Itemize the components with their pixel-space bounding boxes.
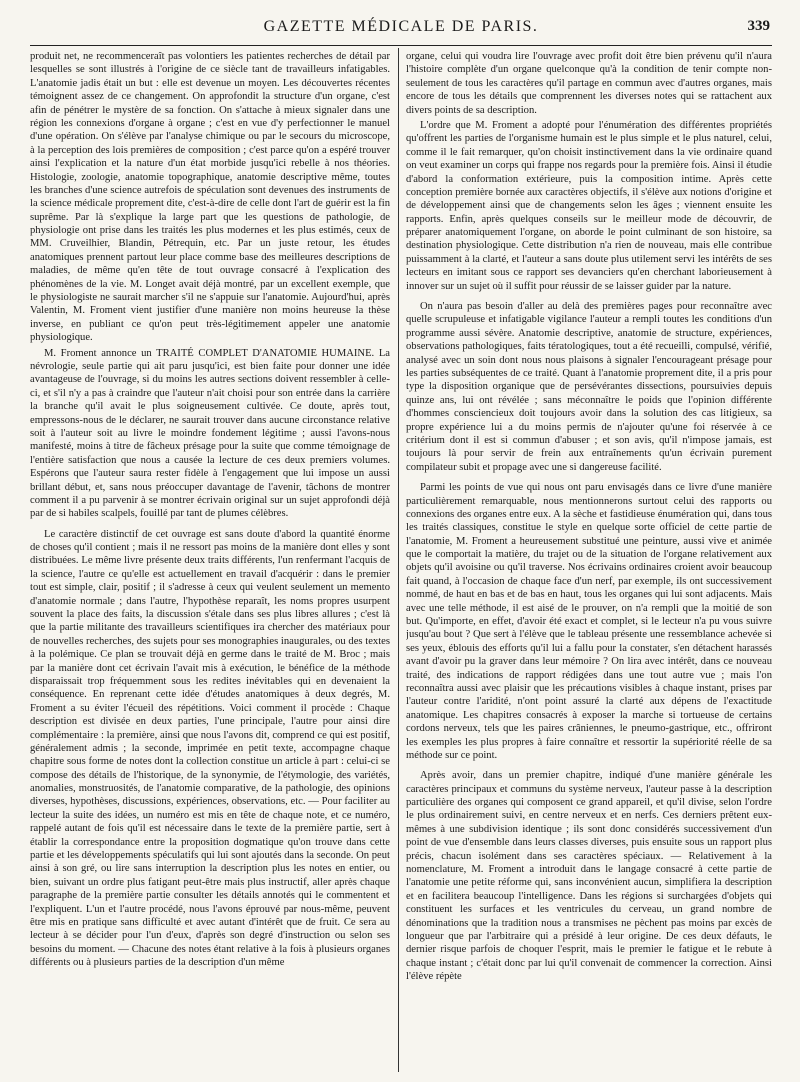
- right-column: [406, 50, 772, 1072]
- paragraph: On n'aura pas besoin d'aller au delà des premières pages pour reconnaître avec quelle scrupuleuse et infatigable vigilance l'auteur a rempli toutes les conditions d'un programme aussi sévère. Anatomie descriptive, anatomie de structure, expériences, observations pathologiques, faits tératologiques, tout a été recueilli, compulsé, vérifié, analysé avec un soin dont nous nous plaisons à signaler l'encourageant présage pour les parties subséquentes de ce traité. Quant à l'anatomie proprement dite, il a pris pour type la disposition organique que de persévérantes dissections, poursuivies depuis quinze ans, lui ont révélée ; sans méconnaître le poids que l'opinion différente d'hommes consciencieux doit toujours avoir dans la solution des cas litigieux, sa propre expérience lui a du moins permis de n'ajouter qu'une foi réservée à ce critérium dont il est si commun d'abuser ; et son avis, qu'il n'impose jamais, est toujours là pour servir de frein aux entraînements qu'un écrivain purement compilateur subit et propage avec une si dangereuse facilité.: [406, 301, 772, 473]
- paragraph: L'ordre que M. Froment a adopté pour l'énumération des différentes propriétés qu'offrent les parties de l'organisme humain est le plus simple et le plus naturel, celui, comme il le fait remarquer, qu'on choisit instinctivement dans la vie ordinaire quand on veut examiner un corps qui frappe nos regards pour la première fois. Ainsi il étudie d'abord la conformation extérieure, puis la composition intime. Après cette conception première bornée aux caractères objectifs, il s'élève aux notions d'origine et de développement ainsi que de changements selon les âges ; viennent ensuite les rapports. Enfin, après quelques conseils sur le meilleur mode de découvrir, de préparer anatomiquement l'organe, on aborde le point culminant de son histoire, sa destination physiologique. Cette distribution n'a rien de nouveau, mais elle contribue puissamment à la clarté, et l'auteur a sans doute plus utilement servi les intérêts de ses lecteurs en imitant sous ce rapport ses devanciers qu'en cherchant laborieusement à innover sur un sujet où il suffit pour réussir de se laisser guider par la nature.: [406, 119, 772, 292]
- column-divider: [398, 48, 399, 1072]
- paragraph: organe, celui qui voudra lire l'ouvrage avec profit doit être bien prévenu qu'il n'aura l'histoire complète d'un organe quelconque qu'à la condition de tenir compte non-seulement de tous les caractères qu'il partage en commun avec d'autres organes, mais encore de tous les détails que comprennent les diverses notes qui se rattachent aux divers points de sa description.: [406, 51, 772, 116]
- paragraph: Après avoir, dans un premier chapitre, indiqué d'une manière générale les caractères principaux et communs du système nerveux, l'auteur passe à la description particulière des organes qui composent ce grand appareil, et qu'il divise, selon l'ordre le plus ordinairement suivi, en centre nerveux et en nerfs. Ces derniers prêtent eux-mêmes à une subdivision identique ; ils sont donc considérés successivement d'un point de vue d'ensemble dans leurs classes diverses, puis ensuite sous un rapport plus précis, chacun isolément dans ses caractères spéciaux. — Relativement à la nomenclature, M. Froment a introduit dans le langage consacré à cette partie de l'anatomie une petite réforme qui, sans inconvénient aucun, simplifiera la description et en facilitera beaucoup l'intelligence. Dans les régions si surchargées d'objets qui constituent les surfaces et les ventricules du cerveau, un grand nombre de dénominations que la tradition nous a transmises ne pèchent pas moins par excès de longueur que par l'arbitraire qui a présidé à leur origine. De ces deux défauts, le dernier risque parfois de choquer l'esprit, mais le premier le fatigue et le rebute à chaque instant ; c'était donc par lui qu'il convenait de commencer la correction. Ainsi l'élève répète: [406, 770, 772, 983]
- journal-title: GAZETTE MÉDICALE DE PARIS.: [263, 18, 539, 35]
- header-rule: [30, 45, 772, 46]
- paragraph: M. Froment annonce un TRAITÉ COMPLET D'ANATOMIE HUMAINE. La névrologie, seule partie qui ait paru jusqu'ici, est bien faite pour donner une idée avantageuse de l'ouvrage, si du moins les autres sections doivent ressembler à celle-ci, et s'il n'y a pas à craindre que l'auteur n'ait choisi pour son entrée dans la carrière la branche qu'il avait le plus soigneusement cultivée. Ce doute, après tout, empressons-nous de le déclarer, ne saurait trouver dans aucune circonstance relative soit à l'auteur soit au livre le moindre fondement légitime ; aussi l'avons-nous manifesté, moins à titre de fâcheux présage pour la suite que comme témoignage de l'entière satisfaction que nous a causée la lecture de ces deux premiers volumes. Espérons que l'auteur saura rester fidèle à l'engagement que lui impose un aussi brillant début, et, sans nous préoccuper davantage de l'avenir, tâchons de montrer comment il a pu parvenir à se montrer écrivain original sur un sujet approfondi déjà par de si habiles scalpels, fouillé par tant de plumes célèbres.: [30, 347, 390, 520]
- left-column: [30, 50, 390, 1072]
- page-number: 339: [747, 18, 770, 34]
- paragraph: Le caractère distinctif de cet ouvrage est sans doute d'abord la quantité énorme de choses qu'il contient ; mais il ne ressort pas moins de la manière dont elles y sont distribuées. Le même livre présente deux traits différents, l'un renfermant l'acquis de la science, l'autre ce qu'elle est actuellement en travail d'acquérir : dans le premier tout est simple, clair, positif ; il s'adresse à ceux qui veulent seulement un memento d'anatomie normale ; dans l'autre, l'hypothèse reparaît, les noms propres usurpent souvent la place des faits, la discussion s'étale dans ses plus libres allures ; c'est là que la partie militante des travailleurs scientifiques ira chercher des matériaux pour de nouvelles recherches, des sujets pour ses monographies inaugurales, ou des textes à la polémique. Ce plan se trouvait déjà en germe dans le traité de M. Broc ; mais par la manière dont cet écrivain l'avait mis à exécution, le bénéfice de la méthode disparaissait trop fréquemment sous les redites inévitables qui en devenaient la conséquence. En reprenant cette idée d'études anatomiques à deux degrés, M. Froment a su éviter l'écueil des répétitions. Voici comment il procède : Chaque description est divisée en deux parties, l'une principale, l'autre pour ainsi dire complémentaire : la première, ainsi que nous l'avons dit, comprend ce qui est positif, généralement admis ; la seconde, imprimée en petit texte, accompagne chaque chapitre sous forme de notes dont la collection constitue un article à part : celui-ci se compose des détails de l'historique, de la synonymie, de l'étymologie, des variétés, anomalies, monstruosités, de l'anatomie comparative, de la pathologie, des opinions diverses, hypothèses, discussions, expériences, observations, etc. — Pour faciliter au lecteur la suite des idées, un numéro est mis en tête de chaque note, et ce numéro, rappelé autant de fois qu'il est nécessaire dans le texte de la première partie, sert à établir la correspondance entre la proposition dogmatique qu'on trouve dans cette partie et les développements spéculatifs qui lui sont ajoutés dans la seconde. On peut ainsi à son gré, ou lire sans interruption la description plus les notes en entier, ou bien, suivant un ordre plus fatigant peut-être mais plus instructif, aller après chaque paragraphe de la première partie consulter les détails annotés qui le commentent et l'expliquent. L'un et l'autre procédé, nous l'avons éprouvé par nous-même, peuvent être mis en pratique sans difficulté et avec autant d'intérêt que de fruit. Ce sera au lecteur à se décider pour l'un d'eux, d'après son degré d'instruction ou selon ses besoins du moment. — Chacune des notes étant relative à la fois à plusieurs organes différents ou à plusieurs parties de la description d'un même: [30, 528, 390, 969]
- paragraph: Parmi les points de vue qui nous ont paru envisagés dans ce livre d'une manière particulièrement remarquable, nous mentionnerons surtout celui des rapports ou connexions des organes entre eux. A la sèche et fastidieuse énumération qui, dans tous les traités classiques, constitue le style en quelque sorte officiel de cette partie de l'anatomie, M. Froment a heureusement substitué une peinture, aussi vive et animée que le comportait la matière, du trajet ou de la situation de l'organe relativement aux objets qu'il avoisine ou qu'il traverse. Nos écrivains ordinaires croient avoir beaucoup fait quand, à l'occasion de chaque face d'un nerf, par exemple, ils ont successivement nommé, de haut en bas et de bas en haut, tous les organes qui lui sont adjacents. Mais avec une telle méthode, il est aisé de le prouver, on n'a rempli que la moitié de son but. Qu'importe, en effet, d'avoir été exact et complet, si le lecteur n'a pu vous suivre jusqu'au bout ? Que sert à l'élève que le tableau présente une ressemblance achevée si ses yeux, éblouis des efforts qu'il lui a fallu pour la constater, s'en détachent harassés avant d'avoir pu la graver dans leur mémoire ? On lira avec intérêt, dans ce nouveau traité, des indications de rapport rédigées dans une tout autre vue ; mais l'on reconnaîtra aussi avec plaisir que les précautions visibles à chaque instant, prises par l'auteur contre l'aridité, n'ont point assuré la clarté aux dépens de l'exactitude anatomique. Les chapitres consacrés à exposer la marche si tortueuse de certains cordons nerveux, tels que les paires crâniennes, le pneumo-gastrique, etc., offriront les exemples les plus propres à faire connaître et ressortir la supériorité réelle de sa méthode sur ce point.: [406, 482, 772, 761]
- page-header: [30, 18, 772, 42]
- paragraph: produit net, ne recommenceraît pas volontiers les patientes recherches de détail par lesquelles se sont illustrés à l'origine de ce siècle tant de travailleurs infatigables. L'anatomie jadis était un but : elle est devenue un moyen. Les découvertes récentes témoignent assez de ce changement. On approfondit la structure d'un organe, c'est afin de pénétrer le mystère de sa fonction. On s'attache à mieux signaler dans une région les connexions d'organe à organe ; c'est en vue d'y perfectionner le manuel d'une opération. On s'élève par l'analyse chimique ou par le secours du microscope, à la perception des lois premières de composition ; c'est parce qu'on a espéré trouver ainsi l'explication et la nature d'un état morbide jusqu'ici rebelle à nos théories. Histologie, zoologie, anatomie topographique, anatomie descriptive même, toutes les branches d'une science autrefois de spéculation sont devenues des instruments de la science médicale proprement dite, c'est-à-dire de celle dont l'art de guérir est la fin suprême. Par là s'explique la large part que les questions de pathologie, de physiologie ont prise dans les traités les plus modernes et les plus estimés, ceux de MM. Cruveilhier, Blandin, Pétrequin, etc. Par un juste retour, les études anatomiques prennent partout leur place comme base des meilleures descriptions de maladies, de même qu'en tête de tout ouvrage consacré à l'explication des phénomènes de la vie. M. Longet avait déjà montré, par un excellent exemple, que le physiologiste ne saurait marcher s'il ne s'appuie sur l'anatomie. Aujourd'hui, après Valentin, M. Froment vient justifier d'une manière non moins heureuse la thèse inverse, en publiant ce qu'on peut très-légitimement appeler une anatomie physiologique.: [30, 51, 390, 344]
